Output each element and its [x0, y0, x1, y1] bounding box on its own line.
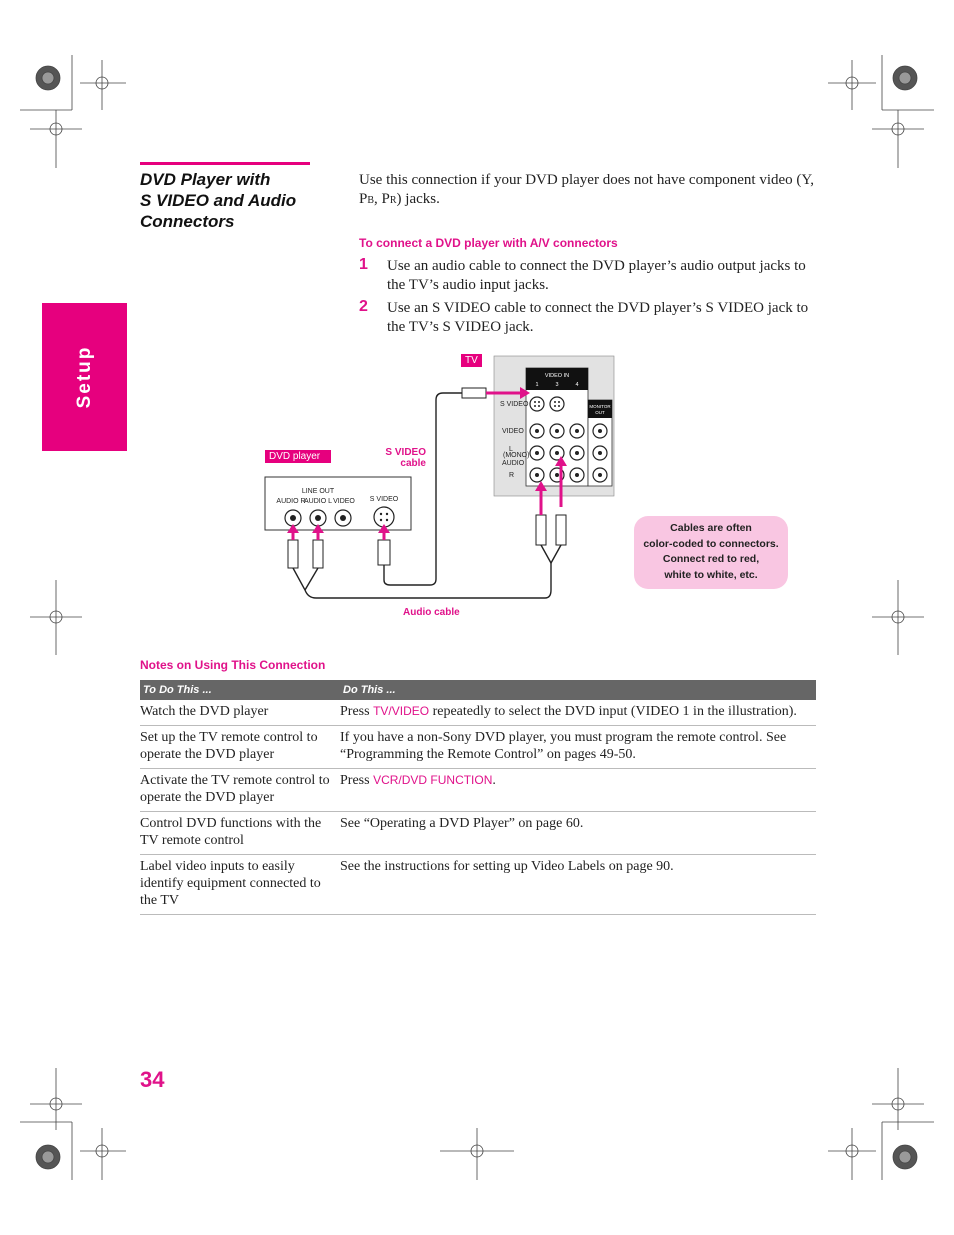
notes-table-header	[140, 680, 816, 700]
intro-paragraph	[359, 171, 819, 210]
tv-audio-label: AUDIO	[502, 460, 525, 467]
row-action-text: See “Operating a DVD Player” on page 60.	[340, 816, 584, 831]
table-row	[140, 700, 816, 726]
tv-back-panel	[494, 356, 614, 496]
row-action-text: If you have a non-Sony DVD player, you must program the remote control. See “Programming the Remote Control” on pages 49-50.	[340, 730, 787, 762]
row-action-text: Press	[340, 704, 374, 719]
section-title-line-1: DVD Player with	[140, 170, 271, 189]
table-row	[140, 812, 816, 855]
row-todo: Watch the DVD player	[140, 700, 340, 726]
s-video-cable-line-2: cable	[400, 458, 426, 469]
tv-r-label: R	[509, 472, 515, 479]
tv-col-4-label: 4	[575, 382, 579, 388]
intro-text-3: ) jacks.	[396, 191, 440, 207]
step-text-1: Use an audio cable to connect the DVD player’s audio output jacks to the TV’s audio input jacks.	[387, 258, 806, 293]
col-header-do-this: Do This ...	[340, 680, 816, 700]
row-action-text-end: .	[492, 773, 496, 788]
callout-line-4: white to white, etc.	[664, 568, 758, 581]
dvd-back-panel	[265, 477, 411, 530]
row-action	[340, 700, 816, 726]
dvd-player-label: DVD player	[265, 450, 331, 463]
step-text-2: Use an S VIDEO cable to connect the DVD player’s S VIDEO jack to the TV’s S VIDEO jack.	[387, 300, 809, 335]
remote-key-vcr-dvd-function: VCR/DVD FUNCTION	[373, 773, 493, 787]
table-row	[140, 769, 816, 812]
section-title-line-3: Connectors	[140, 212, 235, 231]
dvd-audio-r-label: AUDIO R	[276, 498, 306, 505]
tv-video-label: VIDEO	[502, 428, 524, 435]
step-number-2: 2	[359, 298, 368, 315]
tv-s-video-label: S VIDEO	[500, 401, 529, 408]
row-action	[340, 769, 816, 812]
row-action-text: Press	[340, 773, 374, 788]
dvd-s-video-label: S VIDEO	[369, 496, 399, 503]
dvd-line-out-label: LINE OUT	[301, 488, 335, 495]
connection-diagram	[260, 350, 620, 630]
intro-pb-sub: B	[367, 195, 375, 206]
procedure-heading: To connect a DVD player with A/V connectors	[359, 236, 618, 250]
tv-video-in-label: VIDEO IN	[544, 373, 570, 379]
tv-monitor-label: MONITOR	[589, 404, 611, 409]
intro-text-2: , P	[374, 191, 390, 207]
row-todo: Activate the TV remote control to operate the DVD player	[140, 769, 340, 812]
s-video-cable-line-1: S VIDEO	[385, 447, 426, 458]
title-rule	[140, 162, 310, 165]
dvd-audio-l-label: AUDIO L	[303, 498, 333, 505]
callout-line-2: color-coded to connectors.	[643, 537, 779, 550]
audio-cable-label: Audio cable	[403, 607, 460, 618]
tv-l-label: L	[509, 446, 513, 453]
tv-mono-label: (MONO)	[503, 452, 530, 459]
section-side-tab	[42, 303, 127, 451]
remote-key-tv-video: TV/VIDEO	[373, 704, 430, 718]
row-action-text-end: repeatedly to select the DVD input (VIDEO 1 in the illustration).	[429, 704, 797, 719]
side-tab-label: Setup	[73, 345, 95, 409]
row-action	[340, 726, 816, 769]
row-todo: Control DVD functions with the TV remote control	[140, 812, 340, 855]
row-todo: Set up the TV remote control to operate the DVD player	[140, 726, 340, 769]
intro-pr-sub: R	[389, 195, 397, 206]
step-number-1: 1	[359, 256, 368, 273]
tv-monitor-out-label: OUT	[595, 410, 605, 415]
notes-heading: Notes on Using This Connection	[140, 658, 326, 672]
tv-col-1-label: 1	[535, 382, 539, 388]
row-action	[340, 855, 816, 915]
tv-label: TV	[461, 354, 482, 367]
row-action	[340, 812, 816, 855]
section-title-line-2: S VIDEO and Audio	[140, 191, 297, 210]
callout-line-3: Connect red to red,	[662, 553, 760, 565]
color-coding-callout	[634, 516, 788, 589]
table-row	[140, 855, 816, 915]
col-header-to-do: To Do This ...	[140, 680, 340, 700]
notes-table	[140, 680, 816, 915]
s-video-cable-label	[384, 447, 426, 469]
page-number: 34	[140, 1067, 165, 1092]
row-action-text: See the instructions for setting up Video Labels on page 90.	[340, 859, 674, 874]
dvd-video-label: VIDEO	[333, 498, 355, 505]
tv-col-3-label: 3	[555, 382, 559, 388]
row-todo: Label video inputs to easily identify equipment connected to the TV	[140, 855, 340, 915]
section-title	[140, 169, 340, 232]
callout-line-1: Cables are often	[670, 522, 752, 534]
intro-text-1: Use this connection if your DVD player does not have component video (Y, P	[359, 172, 815, 207]
table-row	[140, 726, 816, 769]
